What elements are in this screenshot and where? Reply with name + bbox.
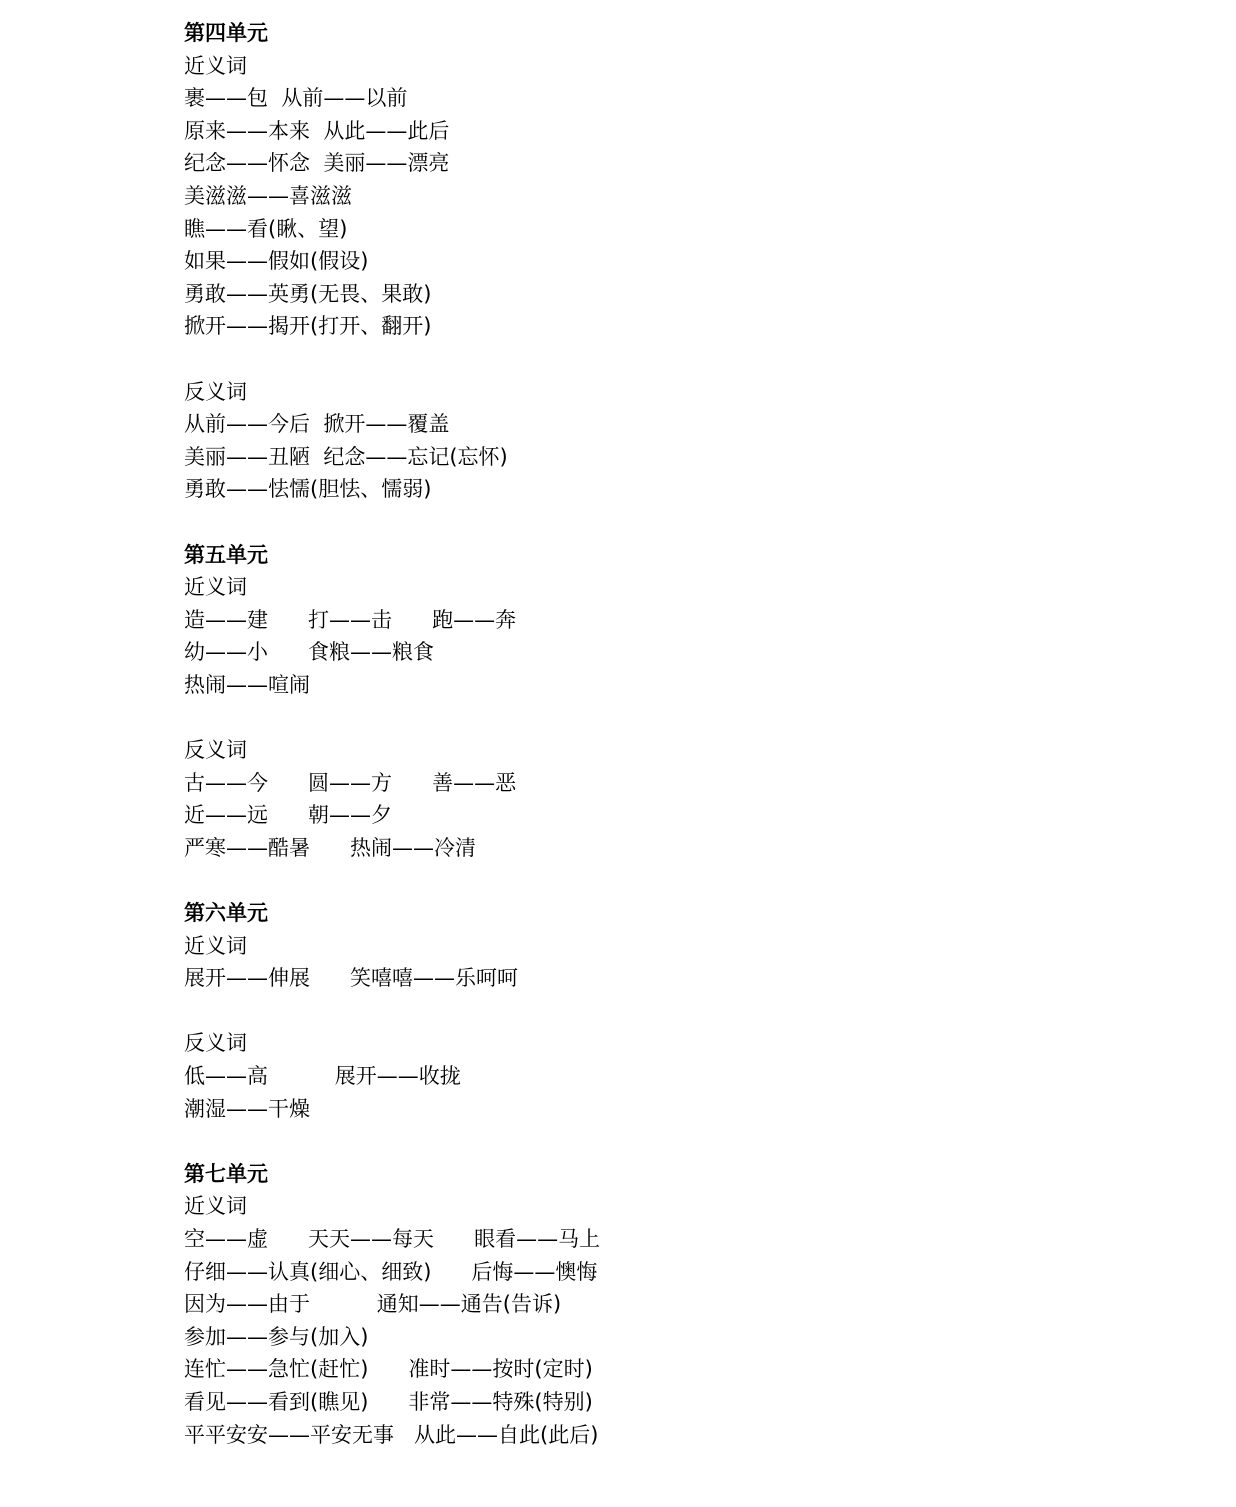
unit-6-synonym-line: 展开——伸展 笑嘻嘻——乐呵呵 bbox=[184, 966, 519, 991]
unit-6-title: 第六单元 bbox=[184, 901, 268, 926]
unit-4-synonym-line: 纪念——怀念 美丽——漂亮 bbox=[184, 151, 450, 176]
unit-7-synonym-line: 空——虚 天天——每天 眼看——马上 bbox=[184, 1226, 601, 1251]
unit-5-title: 第五单元 bbox=[184, 542, 268, 567]
spacer bbox=[184, 995, 1184, 1028]
unit-7-synonym-line: 仔细——认真(细心、细致) 后悔——懊悔 bbox=[184, 1259, 598, 1284]
spacer bbox=[184, 864, 1184, 897]
unit-5-synonym-line: 热闹——喧闹 bbox=[184, 672, 310, 697]
unit-6-antonym-line: 低——高 展开——收拢 bbox=[184, 1064, 461, 1088]
unit-7-synonym-line: 平平安安——平安无事 从此——自此(此后) bbox=[184, 1422, 599, 1447]
unit-4-synonym-line: 原来——本来 从此——此后 bbox=[184, 118, 450, 143]
unit-4-antonym-line: 美丽——丑陋 纪念——忘记(忘怀) bbox=[184, 444, 508, 469]
spacer bbox=[184, 343, 1184, 376]
unit-5-antonym-line: 古——今 圆——方 善——恶 bbox=[184, 770, 517, 795]
unit-5-antonym-line: 近——远 朝——夕 bbox=[184, 803, 393, 828]
unit-7-synonyms-label: 近义词 bbox=[184, 1194, 247, 1219]
unit-4-synonym-line: 勇敢——英勇(无畏、果敢) bbox=[184, 281, 432, 306]
spacer bbox=[184, 506, 1184, 539]
unit-4-title: 第四单元 bbox=[184, 21, 268, 45]
unit-7-synonym-line: 连忙——急忙(赶忙) 准时——按时(定时) bbox=[184, 1357, 593, 1382]
unit-4-antonym-line: 从前——今后 掀开——覆盖 bbox=[184, 412, 450, 437]
unit-4-antonyms-label: 反义词 bbox=[184, 379, 247, 404]
unit-4-synonym-line: 掀开——揭开(打开、翻开) bbox=[184, 314, 432, 339]
unit-4-synonym-line: 裹——包 从前——以前 bbox=[184, 86, 408, 111]
unit-7-synonym-line: 看见——看到(瞧见) 非常——特殊(特别) bbox=[184, 1389, 593, 1414]
unit-5-synonyms-label: 近义词 bbox=[184, 575, 247, 600]
unit-4-synonym-line: 美滋滋——喜滋滋 bbox=[184, 183, 352, 208]
unit-6-antonym-line: 潮湿——干燥 bbox=[184, 1096, 310, 1121]
unit-4-synonym-line: 瞧——看(瞅、望) bbox=[184, 216, 348, 241]
unit-4-synonym-line: 如果——假如(假设) bbox=[184, 249, 369, 274]
unit-6-antonyms-label: 反义词 bbox=[184, 1031, 247, 1056]
unit-4-antonym-line: 勇敢——怯懦(胆怯、懦弱) bbox=[184, 477, 432, 502]
unit-4-synonyms-label: 近义词 bbox=[184, 53, 247, 78]
spacer bbox=[184, 701, 1184, 734]
unit-7-synonym-line: 因为——由于 通知——通告(告诉) bbox=[184, 1292, 562, 1317]
unit-7-title: 第七单元 bbox=[184, 1161, 268, 1186]
unit-5-antonym-line: 严寒——酷暑 热闹——冷清 bbox=[184, 835, 477, 860]
unit-5-synonym-line: 幼——小 食粮——粮食 bbox=[184, 640, 435, 665]
unit-5-antonyms-label: 反义词 bbox=[184, 738, 247, 763]
unit-7-synonym-line: 参加——参与(加入) bbox=[184, 1324, 369, 1349]
spacer bbox=[184, 1125, 1184, 1158]
document-page bbox=[184, 17, 1184, 1451]
unit-6-synonyms-label: 近义词 bbox=[184, 933, 247, 958]
unit-5-synonym-line: 造——建 打——击 跑——奔 bbox=[184, 607, 517, 632]
